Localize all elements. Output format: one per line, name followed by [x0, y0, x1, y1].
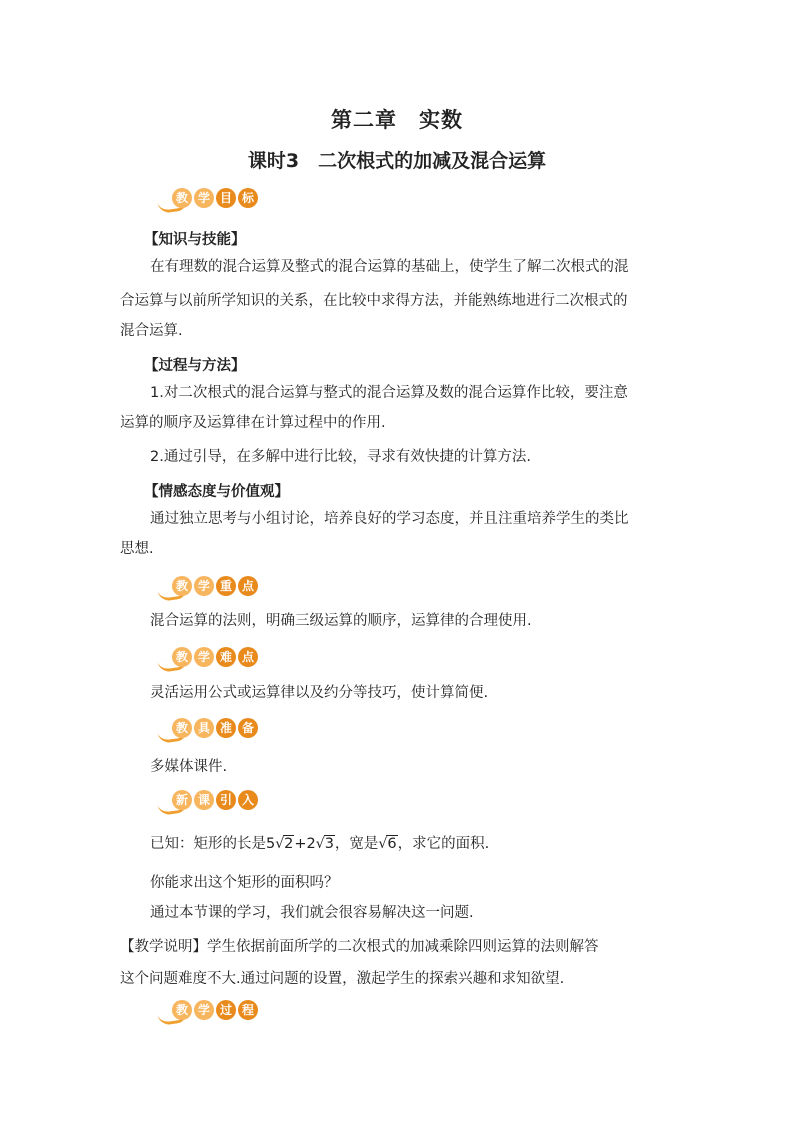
attitude-values-heading: 【情感态度与价值观】	[144, 484, 289, 500]
teaching-note-line: 这个问题难度不大.通过问题的设置，激起学生的探索兴趣和求知欲望.	[120, 971, 565, 987]
badge-char: 标	[238, 188, 258, 208]
sqrt-symbol: √	[378, 836, 388, 852]
radicand: 6	[387, 836, 397, 852]
process-methods-heading: 【过程与方法】	[144, 358, 246, 374]
math-coefficient: 5	[266, 836, 276, 852]
paragraph-line: 合运算与以前所学知识的关系，在比较中求得方法，并能熟练地进行二次根式的	[120, 293, 628, 309]
badge-char: 入	[238, 790, 258, 810]
badge-char: 引	[216, 790, 236, 810]
badge-char: 学	[194, 576, 214, 596]
sqrt-symbol: √	[275, 836, 285, 852]
paragraph-line: 混合运算.	[120, 323, 183, 339]
paragraph-line: 通过独立思考与小组讨论，培养良好的学习态度，并且注重培养学生的类比	[150, 511, 629, 527]
math-plus-term: +2	[294, 836, 316, 852]
sqrt-symbol: √	[315, 836, 325, 852]
badge-char: 备	[238, 718, 258, 738]
knowledge-skills-heading: 【知识与技能】	[144, 232, 246, 248]
width-text: ，宽是	[334, 836, 379, 852]
key-points-text: 混合运算的法则，明确三级运算的顺序，运算律的合理使用.	[150, 613, 532, 629]
badge-char: 教	[172, 718, 192, 738]
badge-char: 程	[238, 1000, 258, 1020]
badge-char: 学	[194, 1000, 214, 1020]
badge-char: 过	[216, 1000, 236, 1020]
badge-char: 教	[172, 1000, 192, 1020]
badge-char: 教	[172, 647, 192, 667]
badge-char: 教	[172, 188, 192, 208]
teaching-note-text: 学生依据前面所学的二次根式的加减乘除四则运算的法则解答	[207, 939, 599, 955]
badge-char: 学	[194, 188, 214, 208]
intro-question: 你能求出这个矩形的面积吗？	[150, 875, 339, 891]
problem-prefix: 已知：矩形的长是	[150, 836, 266, 852]
badge-char: 具	[194, 718, 214, 738]
paragraph-line: 1.对二次根式的混合运算与整式的混合运算及数的混合运算作比较，要注意	[150, 385, 628, 401]
intro-transition: 通过本节课的学习，我们就会很容易解决这一问题.	[150, 905, 474, 921]
intro-problem-line	[150, 831, 489, 857]
teaching-note-label: 【教学说明】	[120, 939, 207, 955]
badge-char: 点	[238, 647, 258, 667]
badge-char: 教	[172, 576, 192, 596]
tools-text: 多媒体课件.	[150, 759, 228, 775]
paragraph-line: 运算的顺序及运算律在计算过程中的作用.	[120, 415, 386, 431]
radicand: 3	[324, 836, 334, 852]
difficulties-badge	[158, 645, 258, 671]
badge-char: 难	[216, 647, 236, 667]
badge-char: 课	[194, 790, 214, 810]
badge-char: 新	[172, 790, 192, 810]
radicand: 2	[284, 836, 294, 852]
teaching-process-badge	[158, 998, 258, 1024]
teaching-note-line	[120, 934, 599, 960]
badge-char: 学	[194, 647, 214, 667]
paragraph-line: 思想.	[120, 541, 154, 557]
chapter-title: 第二章 实数	[331, 108, 463, 132]
key-points-badge	[158, 574, 258, 600]
badge-char: 准	[216, 718, 236, 738]
teaching-goals-badge	[158, 186, 258, 212]
new-lesson-intro-badge	[158, 788, 258, 814]
lesson-title: 课时3 二次根式的加减及混合运算	[247, 150, 547, 172]
teaching-tools-badge	[158, 716, 258, 742]
paragraph-line: 在有理数的混合运算及整式的混合运算的基础上，使学生了解二次根式的混	[150, 259, 629, 275]
badge-char: 点	[238, 576, 258, 596]
badge-char: 目	[216, 188, 236, 208]
badge-char: 重	[216, 576, 236, 596]
difficulties-text: 灵活运用公式或运算律以及约分等技巧，使计算简便.	[150, 685, 489, 701]
problem-suffix: ，求它的面积.	[397, 836, 490, 852]
paragraph-line: 2.通过引导，在多解中进行比较，寻求有效快捷的计算方法.	[150, 449, 531, 465]
